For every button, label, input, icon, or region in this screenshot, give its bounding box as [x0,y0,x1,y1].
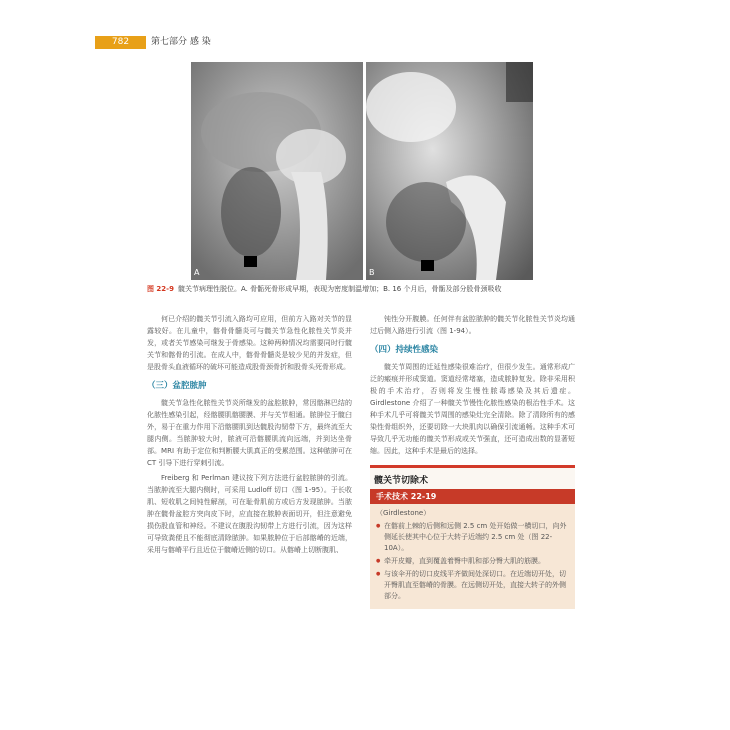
section-heading-persistent-infection: （四）持续性感染 [370,345,439,355]
resection-section [370,465,575,609]
figure-caption [147,284,587,294]
technique-step: ● 与该伞开的切口皮线平齐做间处深切口。在近端切开处，切开臀肌直至髂嵴的骨膜。在远侧切开处，直接大转子的外侧部分。 [370,568,575,603]
panel-b-label: B [369,268,375,277]
page-number-badge: 782 [95,36,146,49]
technique-title: 手术技术 22-19 [370,489,575,504]
technique-step: ● 牵开皮瓣，直到覆盖着臀中肌和部分臀大肌的筋膜。 [370,555,575,568]
left-paragraph-3: Freiberg 和 Perlman 建议按下列方法进行盆腔脓肿的引流。当脓肿流至大腿内侧时，可采用 Ludloff 切口（图 1-95）。于长收肌、短收肌之间钝性解剖，可在耻骨肌前方或后方发现脓肿。当脓肿在髋骨盆腔方突向皮下时，应直接在脓肿表面切开，但注意避免损伤股血管和神经。不建议在腹股沟韧带上方进行引流，因为这样可导致粪便且不能彻底清除脓肿。如果脓肿位于后部髂嵴的近端，采用与髂嵴平行且近位于髋嵴近侧的切口。从髂嵴上切断腹肌、 [147,474,352,554]
figure-number: 图 22-9 [147,285,174,293]
xray-image-b [366,62,533,280]
left-column [147,313,352,559]
right-column [370,313,575,609]
technique-source: （Girdlestone） [376,509,431,517]
xray-image-a [191,62,363,280]
figure-caption-text: 髋关节病理性脱位。A. 骨骺死骨形成早期，表现为密度制温增加；B. 16 个月后，骨骺及部分股骨颈吸收 [177,285,502,293]
left-paragraph-1: 何已介绍的髋关节引流入路均可应用，但前方入路对关节的显露较好。在儿童中，髂骨骨髓炎可与髋关节急性化脓性关节炎并发，或者关节感染可继发于骨感染。这种两种情况均需要同时行髋关节和髂骨的引流。在成人中，髂骨骨髓炎是较少见的并发症，但是股骨头血液循环的破坏可能造成股骨颈骨折和股骨头死骨形成。 [147,315,352,371]
resection-section-title: 髋关节切除术 [374,476,429,486]
part-title: 第七部分 感 染 [151,37,211,47]
right-paragraph-2: 髋关节周围的迁延性感染很难治疗，但很少发生。通常形成广泛的瘢痕并形成窦道。窦道经常堵塞，造成脓肿复发。除非采用积极的手术治疗，否则将发生慢性脓毒感染及其后遗症。Girdlestone 介绍了一种髋关节慢性化脓性感染的根治性手术。这种手术几乎可将髋关节周围的感染灶完全清除。除了清除所有的感染性骨组织外，还要切除一大块肌肉以确保引流通畅。这种手术可导致几乎无功能的髋关节形成或关节强直，还可造成出数的显著短缩。因此，这种手术是最后的选择。 [370,363,575,455]
technique-step: ● 在髂前上棘的后侧和远侧 2.5 cm 处开始做一横切口，向外侧延长使其中心位于大转子近端约 2.5 cm 处（图 22-10A）。 [370,520,575,555]
technique-box [370,489,575,609]
right-paragraph-1: 钝性分开腹膜。任何伴有盆腔脓肿的髋关节化脓性关节炎均通过后侧入路进行引流（图 1-94）。 [370,315,575,335]
section-heading-pelvic-abscess: （三）盆腔脓肿 [147,381,207,391]
panel-a-label: A [194,268,200,277]
left-paragraph-2: 髋关节急性化脓性关节炎所继发的盆腔脓肿，常因髂淋巴结的化脓性感染引起，经髂腰肌髂腰膜、并与关节相通。脓肿位于髋臼外，易于在重力作用下沿髂腰肌到达髋股沟韧带下方，最终流至大腿内侧。当脓肿较大时，脓液可沿髂腰肌流向远端，并到达坐骨部。MRI 有助于定位和判断腰大肌真正的受累范围。这种脓肿可在 CT 引导下进行穿刺引流。 [147,399,352,467]
